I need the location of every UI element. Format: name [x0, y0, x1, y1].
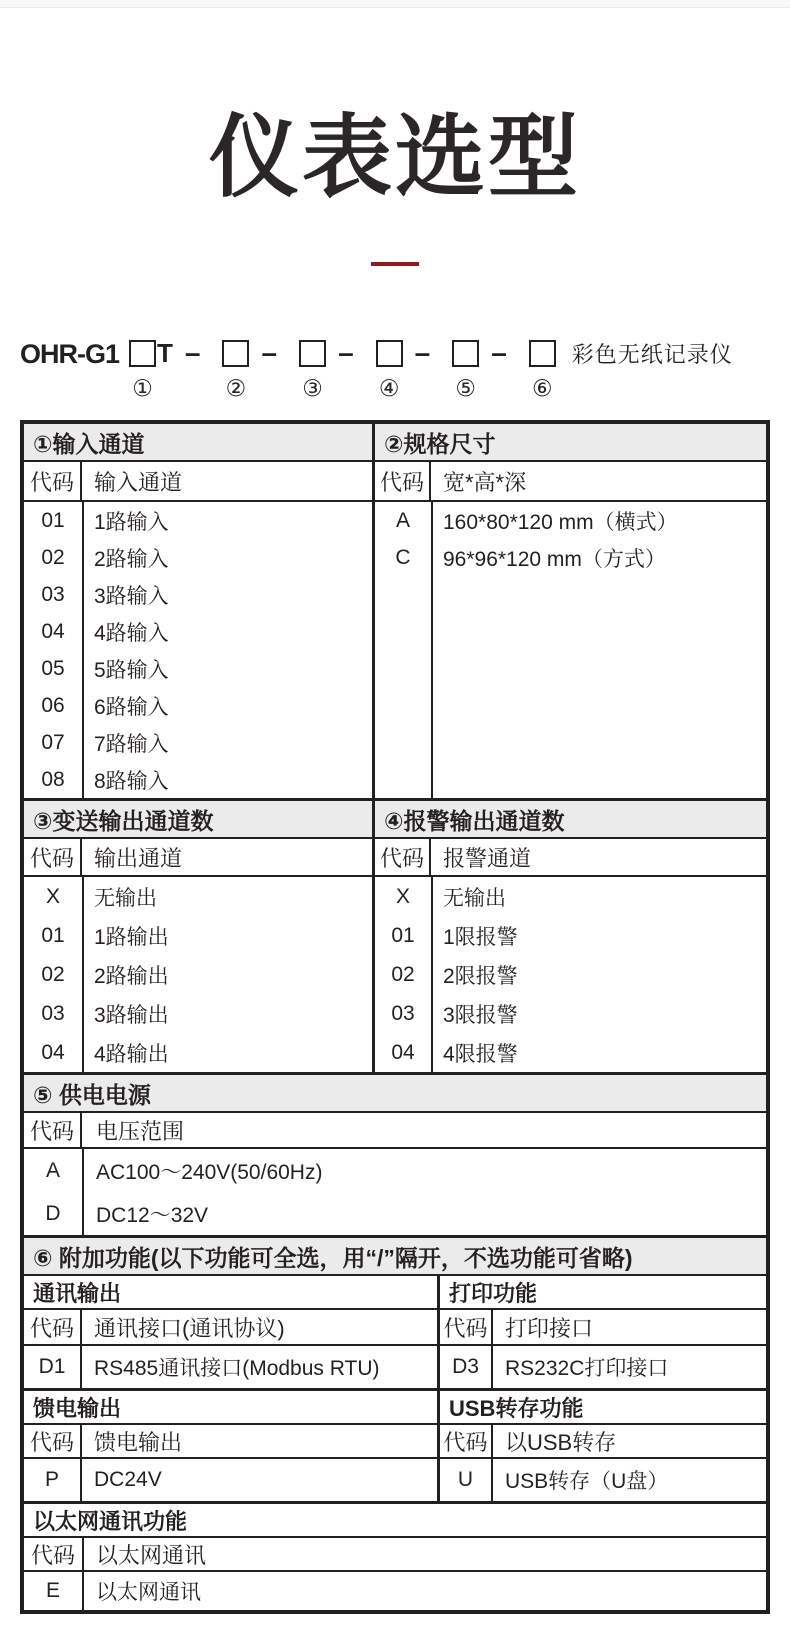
column-header-row — [375, 839, 766, 877]
option-label: 无输出 — [94, 886, 157, 910]
option-row — [24, 1149, 766, 1192]
model-slot-3 — [299, 340, 326, 402]
model-slot-5 — [452, 340, 479, 402]
option-label: USB转存（U盘） — [505, 1470, 669, 1493]
subsection-print-function — [437, 1276, 766, 1388]
option-row — [24, 916, 372, 955]
option-row — [375, 916, 766, 955]
option-code: D1 — [24, 1346, 82, 1388]
model-code-builder — [20, 337, 780, 402]
model-fixed-suffix: T — [157, 338, 173, 368]
marker-3: ③ — [302, 375, 323, 401]
option-label: 4路输出 — [94, 1042, 169, 1066]
desc-column-header: 电压范围 — [96, 1118, 185, 1144]
option-label: 8路输入 — [94, 769, 169, 793]
option-row — [24, 761, 372, 798]
option-code: 07 — [41, 730, 65, 754]
section-title: ②规格尺寸 — [375, 424, 766, 462]
option-label: DC12～32V — [96, 1203, 209, 1227]
option-label: 5路输入 — [94, 658, 169, 682]
model-option-box-5 — [452, 340, 479, 367]
option-list — [375, 877, 766, 1072]
option-row — [24, 687, 372, 724]
option-code: A — [395, 508, 410, 532]
option-row — [24, 502, 372, 539]
option-code: P — [24, 1459, 82, 1501]
option-row — [24, 955, 372, 994]
model-option-box-4 — [376, 340, 403, 367]
option-label: AC100～240V(50/60Hz) — [96, 1160, 323, 1184]
column-header-row — [24, 1425, 437, 1459]
option-code: D — [45, 1201, 61, 1225]
option-code: 04 — [41, 1040, 65, 1064]
subsection-feed-output — [24, 1391, 437, 1501]
option-label: 2限报警 — [443, 964, 518, 988]
option-row — [24, 576, 372, 613]
section-transmit-outputs — [24, 801, 372, 1072]
code-column-header: 代码 — [375, 839, 431, 875]
option-code: 04 — [41, 619, 65, 643]
model-prefix: OHR-G1 — [20, 339, 120, 369]
model-dash: – — [261, 337, 278, 368]
code-column-header: 代码 — [24, 462, 82, 500]
option-label: 3路输入 — [94, 584, 169, 608]
option-list — [24, 877, 372, 1072]
option-label: 96*96*120 mm（方式） — [443, 547, 666, 571]
option-row — [440, 1346, 766, 1388]
marker-6: ⑥ — [531, 375, 553, 401]
option-code: 08 — [41, 767, 65, 791]
subsection-title: 通讯输出 — [24, 1276, 437, 1310]
model-option-box-1 — [129, 340, 156, 367]
option-code: A — [45, 1158, 60, 1182]
option-label: 2路输入 — [94, 547, 169, 571]
option-code: 02 — [391, 962, 415, 986]
option-label: 4路输入 — [94, 621, 169, 645]
model-dash: – — [338, 337, 354, 368]
option-code: 03 — [41, 582, 65, 606]
option-row — [24, 994, 372, 1033]
desc-column-header: 以太网通讯 — [96, 1542, 207, 1568]
option-code: 01 — [41, 508, 65, 532]
model-slot-4 — [376, 340, 403, 402]
marker-4: ④ — [378, 375, 400, 401]
option-row — [24, 1033, 372, 1072]
option-row — [24, 1459, 437, 1501]
column-header-row — [24, 839, 372, 877]
column-header-row — [440, 1310, 766, 1346]
option-code: 05 — [41, 656, 65, 680]
option-label: 以太网通讯 — [96, 1581, 201, 1604]
code-column-header: 代码 — [24, 1425, 82, 1457]
option-row — [24, 613, 372, 650]
option-code: D3 — [440, 1346, 493, 1388]
option-label: 1路输入 — [94, 510, 169, 534]
option-label: 4限报警 — [443, 1042, 518, 1066]
option-list — [24, 502, 372, 798]
option-code: 03 — [391, 1001, 415, 1025]
option-row — [24, 724, 372, 761]
option-label: 3路输出 — [94, 1003, 169, 1027]
model-slot-2 — [222, 340, 249, 402]
option-row — [24, 650, 372, 687]
marker-5: ⑤ — [455, 375, 477, 401]
marker-1: ① — [132, 375, 153, 401]
section-additional-functions — [24, 1235, 766, 1610]
code-column-header: 代码 — [375, 462, 431, 500]
selection-table — [20, 420, 770, 1614]
model-dash: – — [184, 337, 201, 368]
column-header-row — [24, 1538, 766, 1572]
code-column-header: 代码 — [24, 1538, 84, 1570]
code-column-header: 代码 — [24, 1113, 82, 1147]
option-label: 1限报警 — [443, 925, 518, 949]
option-code: 04 — [391, 1040, 415, 1064]
subsection-comm-and-print — [24, 1276, 766, 1388]
model-slot-6 — [529, 340, 556, 402]
section-power-supply — [24, 1072, 766, 1235]
top-strip — [0, 0, 790, 8]
subsection-title: 馈电输出 — [24, 1391, 437, 1425]
option-row — [24, 1572, 766, 1610]
section-title: ①输入通道 — [24, 424, 372, 462]
option-row — [375, 1033, 766, 1072]
option-row — [24, 877, 372, 916]
subsection-title: USB转存功能 — [440, 1391, 766, 1425]
section-input-and-size — [24, 424, 766, 798]
option-label: 1路输出 — [94, 925, 169, 949]
desc-column-header: 输出通道 — [94, 845, 183, 871]
column-header-row — [375, 462, 766, 502]
option-label: RS232C打印接口 — [505, 1357, 669, 1380]
desc-column-header: 以USB转存 — [505, 1429, 617, 1455]
option-list — [375, 502, 766, 798]
model-option-box-6 — [529, 340, 556, 367]
option-code: 01 — [391, 923, 415, 947]
column-header-row — [440, 1425, 766, 1459]
option-label: DC24V — [94, 1468, 162, 1491]
subsection-ethernet — [24, 1501, 766, 1610]
option-code: 02 — [41, 545, 65, 569]
title-underline — [371, 262, 419, 266]
desc-column-header: 报警通道 — [443, 845, 532, 871]
option-label: 6路输入 — [94, 695, 169, 719]
option-label: RS485通讯接口(Modbus RTU) — [94, 1357, 380, 1380]
subsection-title: 打印功能 — [440, 1276, 766, 1310]
column-header-row — [24, 1113, 766, 1149]
desc-column-header: 输入通道 — [94, 469, 183, 495]
option-row — [375, 539, 766, 576]
code-column-header: 代码 — [24, 1310, 82, 1344]
desc-column-header: 打印接口 — [505, 1315, 594, 1341]
option-code: 02 — [41, 962, 65, 986]
option-code: 01 — [41, 923, 65, 947]
section-dimensions — [372, 424, 766, 798]
option-label: 7路输入 — [94, 732, 169, 756]
option-label: 3限报警 — [443, 1003, 518, 1027]
option-code: X — [395, 884, 410, 908]
section-outputs-and-alarms — [24, 798, 766, 1072]
option-label: 160*80*120 mm（横式） — [443, 510, 678, 534]
product-name: 彩色无纸记录仪 — [571, 342, 733, 367]
section-alarm-outputs — [372, 801, 766, 1072]
option-row — [375, 877, 766, 916]
option-code: 06 — [41, 693, 65, 717]
page-title: 仪表选型 — [209, 108, 581, 208]
desc-column-header: 通讯接口(通讯协议) — [94, 1315, 285, 1341]
section-title: ③变送输出通道数 — [24, 801, 372, 839]
subsection-comm-output — [24, 1276, 437, 1388]
option-row — [24, 539, 372, 576]
option-list — [24, 1149, 766, 1235]
subsection-title: 以太网通讯功能 — [24, 1504, 766, 1538]
model-dash: – — [414, 337, 431, 368]
section-title: ⑤ 供电电源 — [24, 1075, 766, 1113]
code-column-header: 代码 — [440, 1310, 493, 1344]
model-option-box-2 — [222, 340, 249, 367]
subsection-feed-and-usb — [24, 1388, 766, 1501]
option-code: C — [395, 545, 411, 569]
column-header-row — [24, 1310, 437, 1346]
option-row — [440, 1459, 766, 1501]
column-header-row — [24, 462, 372, 502]
subsection-usb-transfer — [437, 1391, 766, 1501]
option-code: U — [440, 1459, 493, 1501]
option-row — [375, 502, 766, 539]
option-label: 无输出 — [443, 886, 506, 910]
marker-2: ② — [225, 375, 247, 401]
model-dash: – — [491, 337, 507, 368]
option-row — [24, 1346, 437, 1388]
option-row — [375, 994, 766, 1033]
option-row — [24, 1192, 766, 1235]
option-code: 03 — [41, 1001, 65, 1025]
option-code: E — [24, 1572, 84, 1610]
option-label: 2路输出 — [94, 964, 169, 988]
option-code: X — [45, 884, 60, 908]
code-column-header: 代码 — [24, 839, 82, 875]
section-title: ⑥ 附加功能(以下功能可全选，用“/”隔开，不选功能可省略) — [24, 1238, 766, 1276]
model-option-box-3 — [299, 340, 326, 367]
desc-column-header: 馈电输出 — [94, 1429, 183, 1455]
section-title: ④报警输出通道数 — [375, 801, 766, 839]
desc-column-header: 宽*高*深 — [443, 469, 527, 495]
section-input-channels — [24, 424, 372, 798]
code-column-header: 代码 — [440, 1425, 493, 1457]
option-row — [375, 955, 766, 994]
model-slot-1 — [129, 340, 173, 402]
